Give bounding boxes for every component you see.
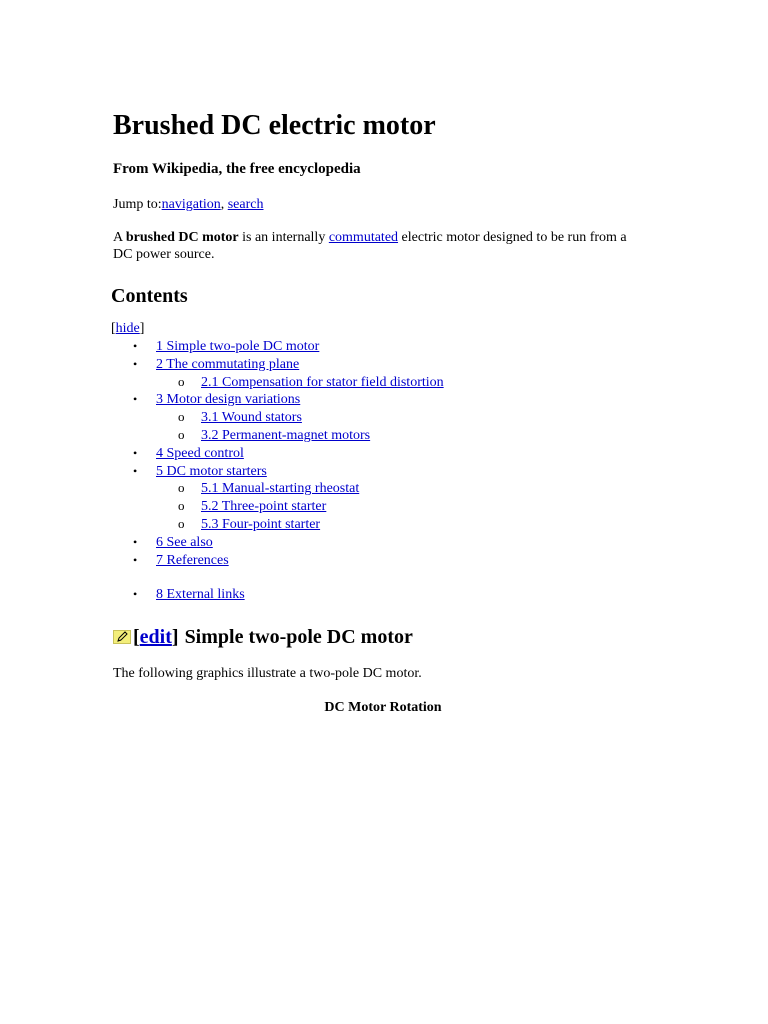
toc-subitem bbox=[156, 516, 653, 534]
circle-bullet-icon: o bbox=[178, 373, 185, 389]
toc-link[interactable]: 8 External links bbox=[156, 587, 245, 603]
intro-text-3: electric motor designed to be run from a DC power source. bbox=[113, 230, 627, 262]
toc-list bbox=[113, 338, 653, 604]
toc-toggle-close-bracket: ] bbox=[139, 321, 145, 336]
toc-item bbox=[113, 586, 653, 604]
toc-sublink[interactable]: 5.1 Manual-starting rheostat bbox=[201, 481, 360, 497]
toc-sublist bbox=[156, 409, 653, 445]
toc-sublist bbox=[156, 374, 653, 392]
toc-sublink[interactable]: 2.1 Compensation for stator field distortion bbox=[201, 374, 444, 390]
commutated-link[interactable]: commutated bbox=[328, 230, 399, 245]
bullet-icon: • bbox=[133, 392, 138, 407]
toc-link[interactable]: 1 Simple two-pole DC motor bbox=[156, 339, 320, 354]
circle-bullet-icon: o bbox=[178, 515, 185, 531]
toc-link[interactable]: 7 References bbox=[156, 552, 229, 568]
jump-to-bar bbox=[113, 195, 653, 215]
toc-sublink[interactable]: 3.2 Permanent-magnet motors bbox=[201, 427, 371, 443]
toc-subitem bbox=[156, 374, 653, 392]
toc-subitem bbox=[156, 427, 653, 445]
toc-item bbox=[113, 552, 653, 570]
toc-link[interactable]: 2 The commutating plane bbox=[156, 356, 300, 372]
circle-bullet-icon: o bbox=[178, 498, 185, 514]
circle-bullet-icon: o bbox=[178, 480, 185, 496]
toc-sublink[interactable]: 3.1 Wound stators bbox=[201, 410, 302, 426]
toc-item bbox=[113, 463, 653, 534]
toc-item bbox=[113, 356, 653, 392]
toc-link[interactable]: 3 Motor design variations bbox=[156, 392, 301, 408]
toc-toggle-open-bracket: [ bbox=[111, 321, 116, 336]
page-title: Brushed DC electric motor bbox=[113, 110, 436, 141]
bullet-icon: • bbox=[133, 534, 138, 549]
circle-bullet-icon: o bbox=[178, 426, 185, 442]
toc-sublink[interactable]: 5.2 Three-point starter bbox=[201, 499, 327, 515]
bullet-icon: • bbox=[133, 552, 138, 567]
edit-open-bracket: [ bbox=[133, 626, 140, 649]
pencil-icon bbox=[113, 630, 131, 644]
toc-item bbox=[113, 534, 653, 552]
bullet-icon: • bbox=[133, 339, 138, 353]
toc-link[interactable]: 5 DC motor starters bbox=[156, 463, 267, 479]
page-subtitle: From Wikipedia, the free encyclopedia bbox=[113, 161, 361, 177]
edit-link[interactable]: edit bbox=[139, 626, 172, 649]
section-title: Simple two-pole DC motor bbox=[184, 626, 413, 649]
toc-toggle bbox=[111, 320, 653, 338]
jump-separator: , bbox=[220, 197, 228, 212]
jump-search-link[interactable]: search bbox=[227, 197, 264, 212]
figure-caption: DC Motor Rotation bbox=[324, 700, 442, 716]
section-paragraph: The following graphics illustrate a two-pole DC motor. bbox=[113, 666, 422, 682]
bullet-icon: • bbox=[133, 587, 138, 602]
toc-item bbox=[113, 338, 653, 356]
toc-item bbox=[113, 391, 653, 444]
jump-to-label: Jump to: bbox=[113, 197, 162, 212]
toc-subitem bbox=[156, 480, 653, 498]
jump-navigation-link[interactable]: navigation bbox=[161, 197, 221, 212]
intro-text-1: A bbox=[113, 230, 126, 245]
toc-link[interactable]: 4 Speed control bbox=[156, 445, 244, 461]
edit-close-bracket: ] bbox=[171, 626, 179, 649]
section-heading-simple-two-pole bbox=[113, 624, 653, 650]
circle-bullet-icon: o bbox=[178, 409, 185, 425]
article-page bbox=[113, 108, 653, 718]
toc-subitem bbox=[156, 498, 653, 516]
toc-link[interactable]: 6 See also bbox=[156, 534, 213, 550]
bullet-icon: • bbox=[133, 463, 138, 478]
intro-bold-term: brushed DC motor bbox=[125, 230, 239, 245]
toc-item bbox=[113, 445, 653, 463]
intro-paragraph bbox=[113, 229, 633, 263]
toc-sublist bbox=[156, 480, 653, 533]
toc-sublink[interactable]: 5.3 Four-point starter bbox=[201, 516, 321, 532]
toc-subitem bbox=[156, 409, 653, 427]
intro-text-2: is an internally bbox=[238, 230, 329, 245]
toc-hide-link[interactable]: hide bbox=[115, 321, 140, 336]
toc-heading: Contents bbox=[111, 285, 188, 307]
bullet-icon: • bbox=[133, 356, 138, 371]
bullet-icon: • bbox=[133, 445, 138, 460]
